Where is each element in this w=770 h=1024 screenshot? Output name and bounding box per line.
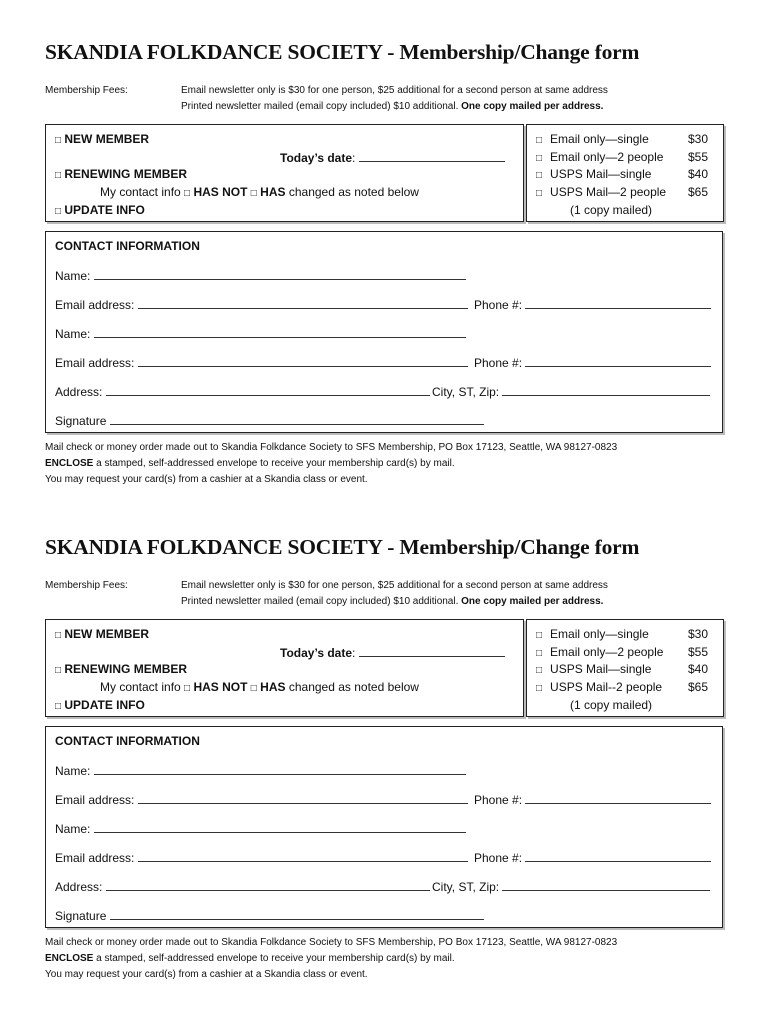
phone-field-1[interactable]	[474, 297, 711, 312]
new-member-option[interactable]	[55, 132, 149, 146]
name-line[interactable]	[94, 821, 466, 833]
phone-label: Phone #:	[474, 851, 523, 865]
fees-line-2	[181, 596, 603, 607]
fees-line-2-bold: One copy mailed per address.	[461, 596, 604, 607]
name-field-1[interactable]	[55, 268, 466, 283]
price-option[interactable]	[536, 627, 709, 641]
email-line[interactable]	[138, 850, 468, 862]
email-label: Email address:	[55, 356, 135, 370]
phone-label: Phone #:	[474, 793, 523, 807]
checkbox-icon[interactable]: □	[250, 188, 257, 199]
fees-line-2	[181, 101, 603, 112]
enclose-bold: ENCLOSE	[45, 953, 94, 964]
enclose-note	[45, 953, 455, 964]
price-option-price: $65	[688, 679, 709, 694]
checkbox-icon[interactable]: □	[536, 682, 543, 694]
name-label: Name:	[55, 822, 91, 836]
renewing-member-label: RENEWING MEMBER	[64, 167, 188, 181]
price-option-price: $55	[688, 644, 709, 659]
checkbox-icon[interactable]: □	[536, 152, 543, 164]
price-option-label: USPS Mail—2 people	[550, 184, 667, 199]
renewing-member-option[interactable]	[55, 662, 187, 676]
name-line[interactable]	[94, 763, 466, 775]
price-option-label: USPS Mail—single	[550, 662, 652, 676]
price-option-label: Email only—single	[550, 627, 649, 641]
phone-label: Phone #:	[474, 298, 523, 312]
checkbox-icon[interactable]: □	[250, 683, 257, 694]
name-field-2[interactable]	[55, 326, 466, 341]
request-note: You may request your card(s) from a cashier at a Skandia class or event.	[45, 474, 368, 485]
price-options-box	[526, 124, 724, 222]
city-field[interactable]	[432, 384, 710, 399]
checkbox-icon[interactable]: □	[184, 188, 191, 199]
name-label: Name:	[55, 327, 91, 341]
new-member-label: NEW MEMBER	[64, 132, 150, 146]
copy-note: (1 copy mailed)	[570, 698, 653, 712]
update-info-label: UPDATE INFO	[64, 698, 145, 712]
contact-info-box	[45, 726, 723, 928]
phone-line[interactable]	[525, 792, 711, 804]
contact-change-row	[100, 185, 419, 199]
enclose-bold: ENCLOSE	[45, 458, 94, 469]
phone-line[interactable]	[525, 297, 711, 309]
price-option[interactable]	[536, 167, 709, 181]
fees-line-2-text: Printed newsletter mailed (email copy included) $10 additional.	[181, 596, 459, 607]
address-label: Address:	[55, 385, 103, 399]
email-line[interactable]	[138, 792, 468, 804]
update-info-option[interactable]	[55, 698, 145, 712]
price-option-label: USPS Mail--2 people	[550, 679, 663, 694]
checkbox-icon[interactable]: □	[536, 170, 543, 181]
fees-line-1: Email newsletter only is $30 for one person, $25 additional for a second person at same address	[181, 580, 608, 591]
city-line[interactable]	[502, 384, 710, 396]
contact-info-box	[45, 231, 723, 433]
address-field[interactable]	[55, 384, 430, 399]
email-line[interactable]	[138, 355, 468, 367]
phone-line[interactable]	[525, 355, 711, 367]
price-option-price: $65	[688, 184, 709, 199]
contact-heading: CONTACT INFORMATION	[55, 239, 200, 253]
signature-line[interactable]	[110, 413, 484, 425]
phone-field-2[interactable]	[474, 355, 711, 370]
email-field-1[interactable]	[55, 792, 468, 807]
address-label: Address:	[55, 880, 103, 894]
price-option[interactable]	[536, 149, 709, 164]
email-label: Email address:	[55, 851, 135, 865]
membership-status-box	[45, 124, 524, 222]
todays-date-label: Today’s date	[280, 151, 353, 165]
checkbox-icon[interactable]: □	[536, 630, 543, 641]
price-option-label: USPS Mail—single	[550, 167, 652, 181]
name-line[interactable]	[94, 326, 466, 338]
phone-field-1[interactable]	[474, 792, 711, 807]
price-option-label: Email only—2 people	[550, 644, 664, 659]
enclose-rest: a stamped, self-addressed envelope to receive your membership card(s) by mail.	[96, 458, 455, 469]
renewing-member-label: RENEWING MEMBER	[64, 662, 188, 676]
city-label: City, ST, Zip:	[432, 385, 500, 399]
checkbox-icon[interactable]: □	[55, 135, 62, 146]
email-field-1[interactable]	[55, 297, 468, 312]
signature-label: Signature	[55, 414, 107, 428]
signature-field[interactable]	[55, 908, 484, 923]
request-note: You may request your card(s) from a cashier at a Skandia class or event.	[45, 969, 368, 980]
todays-date-field[interactable]: Today’s date:	[280, 645, 505, 660]
name-label: Name:	[55, 269, 91, 283]
price-option-label: Email only—single	[550, 132, 649, 146]
todays-date-label: Today’s date	[280, 646, 353, 660]
name-line[interactable]	[94, 268, 466, 280]
enclose-rest: a stamped, self-addressed envelope to receive your membership card(s) by mail.	[96, 953, 455, 964]
checkbox-icon[interactable]: □	[55, 170, 62, 181]
price-option[interactable]	[536, 184, 709, 199]
price-option[interactable]	[536, 132, 709, 146]
contact-heading: CONTACT INFORMATION	[55, 734, 200, 748]
price-option[interactable]	[536, 662, 709, 676]
has-label: HAS	[260, 185, 286, 199]
form-title: SKANDIA FOLKDANCE SOCIETY - Membership/Change form	[45, 40, 640, 64]
name-field-1[interactable]	[55, 763, 466, 778]
contact-info-prefix: My contact info	[100, 680, 181, 694]
email-line[interactable]	[138, 297, 468, 309]
todays-date-line[interactable]	[359, 150, 505, 162]
address-line[interactable]	[106, 384, 430, 396]
price-options-box	[526, 619, 724, 717]
enclose-note	[45, 458, 455, 469]
membership-form	[0, 0, 770, 500]
email-field-2[interactable]	[55, 850, 468, 865]
price-option[interactable]	[536, 644, 709, 659]
todays-date-line[interactable]	[359, 645, 505, 657]
address-field[interactable]	[55, 879, 430, 894]
signature-label: Signature	[55, 909, 107, 923]
city-line[interactable]	[502, 879, 710, 891]
new-member-label: NEW MEMBER	[64, 627, 150, 641]
signature-line[interactable]	[110, 908, 484, 920]
new-member-option[interactable]	[55, 627, 149, 641]
phone-line[interactable]	[525, 850, 711, 862]
city-field[interactable]	[432, 879, 710, 894]
copy-note: (1 copy mailed)	[570, 203, 653, 217]
price-option[interactable]	[536, 679, 709, 694]
signature-field[interactable]	[55, 413, 484, 428]
fees-line-2-text: Printed newsletter mailed (email copy included) $10 additional.	[181, 101, 459, 112]
fees-label: Membership Fees:	[45, 580, 128, 591]
mail-note: Mail check or money order made out to Skandia Folkdance Society to SFS Membership, PO Box 17123, Seattle, WA 98127-0823	[45, 442, 618, 453]
phone-field-2[interactable]	[474, 850, 711, 865]
checkbox-icon[interactable]: □	[536, 647, 543, 659]
membership-status-box	[45, 619, 524, 717]
update-info-option[interactable]	[55, 203, 145, 217]
changed-suffix: changed as noted below	[288, 680, 419, 694]
checkbox-icon[interactable]: □	[536, 187, 543, 199]
membership-form	[0, 495, 770, 995]
has-label: HAS	[260, 680, 286, 694]
email-label: Email address:	[55, 793, 135, 807]
has-not-label: HAS NOT	[193, 185, 248, 199]
price-option-price: $40	[688, 662, 709, 676]
fees-line-1: Email newsletter only is $30 for one person, $25 additional for a second person at same address	[181, 85, 608, 96]
city-label: City, ST, Zip:	[432, 880, 500, 894]
checkbox-icon[interactable]: □	[536, 665, 543, 676]
form-title: SKANDIA FOLKDANCE SOCIETY - Membership/Change form	[45, 535, 640, 559]
changed-suffix: changed as noted below	[288, 185, 419, 199]
fees-line-2-bold: One copy mailed per address.	[461, 101, 604, 112]
email-field-2[interactable]	[55, 355, 468, 370]
fees-label: Membership Fees:	[45, 85, 128, 96]
price-option-label: Email only—2 people	[550, 149, 664, 164]
checkbox-icon[interactable]: □	[55, 630, 62, 641]
checkbox-icon[interactable]: □	[55, 701, 62, 712]
checkbox-icon[interactable]: □	[55, 665, 62, 676]
price-option-price: $30	[688, 627, 709, 641]
contact-info-prefix: My contact info	[100, 185, 181, 199]
name-label: Name:	[55, 764, 91, 778]
price-option-price: $55	[688, 149, 709, 164]
contact-change-row	[100, 680, 419, 694]
email-label: Email address:	[55, 298, 135, 312]
price-option-price: $40	[688, 167, 709, 181]
address-line[interactable]	[106, 879, 430, 891]
checkbox-icon[interactable]: □	[536, 135, 543, 146]
has-not-label: HAS NOT	[193, 680, 248, 694]
todays-date-field[interactable]: Today’s date:	[280, 150, 505, 165]
checkbox-icon[interactable]: □	[55, 206, 62, 217]
phone-label: Phone #:	[474, 356, 523, 370]
name-field-2[interactable]	[55, 821, 466, 836]
renewing-member-option[interactable]	[55, 167, 187, 181]
price-option-price: $30	[688, 132, 709, 146]
checkbox-icon[interactable]: □	[184, 683, 191, 694]
update-info-label: UPDATE INFO	[64, 203, 145, 217]
mail-note: Mail check or money order made out to Skandia Folkdance Society to SFS Membership, PO Box 17123, Seattle, WA 98127-0823	[45, 937, 618, 948]
